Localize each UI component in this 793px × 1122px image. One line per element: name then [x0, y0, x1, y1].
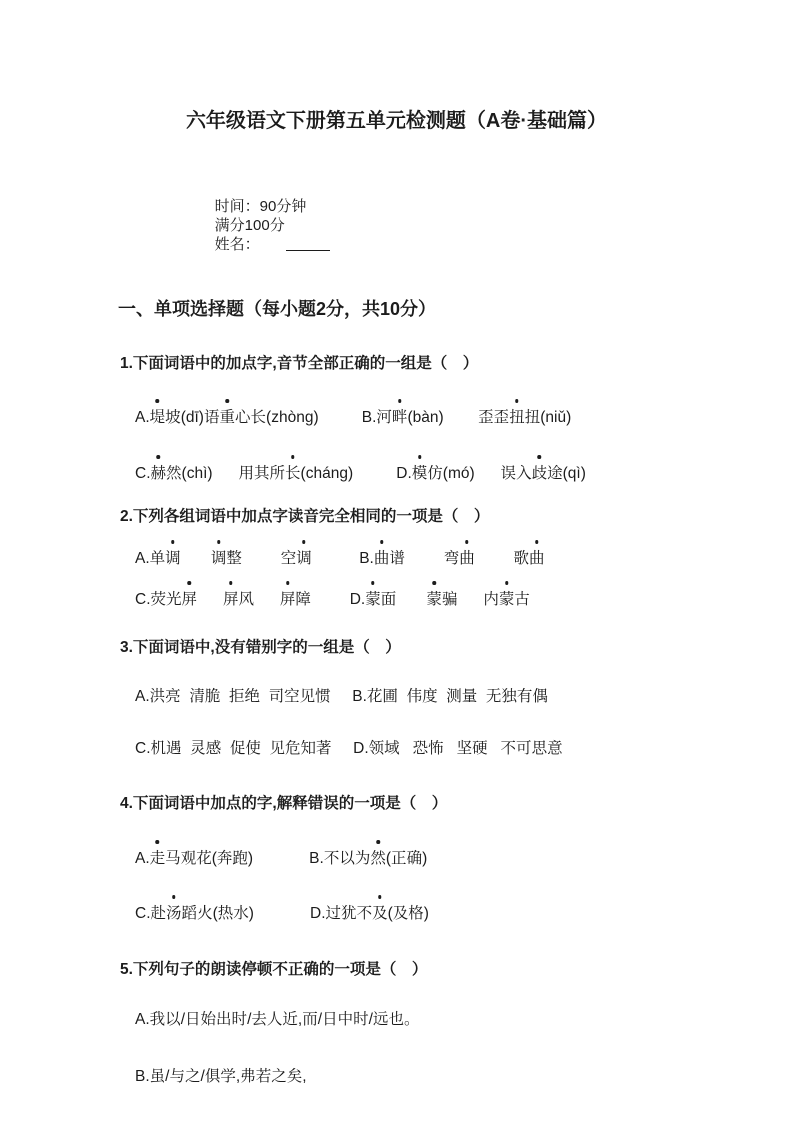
meta-line — [198, 178, 793, 273]
page-title: 六年级语文下册第五单元检测题（A卷·基础篇） — [185, 110, 608, 132]
option-line: A.走马观花(奔跑) B.不以为然(正确) — [135, 850, 428, 867]
name-blank-line — [286, 250, 330, 251]
option-line: B.虽/与之/俱学,弗若之矣, — [135, 1068, 307, 1085]
question-2 — [0, 507, 793, 609]
time-label: 时间：90分钟 — [214, 198, 307, 215]
question-stem: 2.下列各组词语中加点字读音完全相同的一项是（ ） — [120, 508, 490, 525]
option-line: C.荧光屏 屏风 屏障 D.蒙面 蒙骗 内蒙古 — [135, 591, 530, 608]
option-line: C.赫然(chì) 用其所长(cháng) D.模仿(mó) 误入歧途(qì) — [135, 465, 586, 482]
full-score-label: 满分100分 — [214, 217, 285, 234]
option-line: C.机遇 灵感 促使 见危知著 D.领域 恐怖 坚硬 不可思意 — [135, 740, 563, 757]
option-line: C.赴汤蹈火(热水) D.过犹不及(及格) — [135, 905, 429, 922]
question-stem: 3.下面词语中,没有错别字的一组是（ ） — [120, 639, 401, 656]
section-heading: 一、单项选择题（每小题2分，共10分） — [118, 299, 437, 319]
question-stem: 5.下列句子的朗读停顿不正确的一项是（ ） — [120, 961, 428, 978]
option-line: A.单调 调整 空调 B.曲谱 弯曲 歌曲 — [135, 550, 545, 567]
option-line: A.我以/日始出时/去人近,而/日中时/远也。 — [135, 1011, 420, 1028]
question-stem: 4.下面词语中加点的字,解释错误的一项是（ ） — [120, 795, 448, 812]
question-3 — [0, 638, 793, 758]
question-4 — [0, 794, 793, 923]
option-line: A.堤坡(dī)语重心长(zhòng) B.河畔(bàn) 歪歪扭扭(niǔ) — [135, 409, 572, 426]
name-label: 姓名： — [214, 236, 260, 253]
question-5 — [0, 960, 793, 1086]
question-1 — [0, 354, 793, 483]
question-stem: 1.下面词语中的加点字,音节全部正确的一组是（ ） — [120, 355, 479, 372]
option-line: A.洪亮 清脆 拒绝 司空见惯 B.花圃 伟度 测量 无独有偶 — [135, 688, 548, 705]
